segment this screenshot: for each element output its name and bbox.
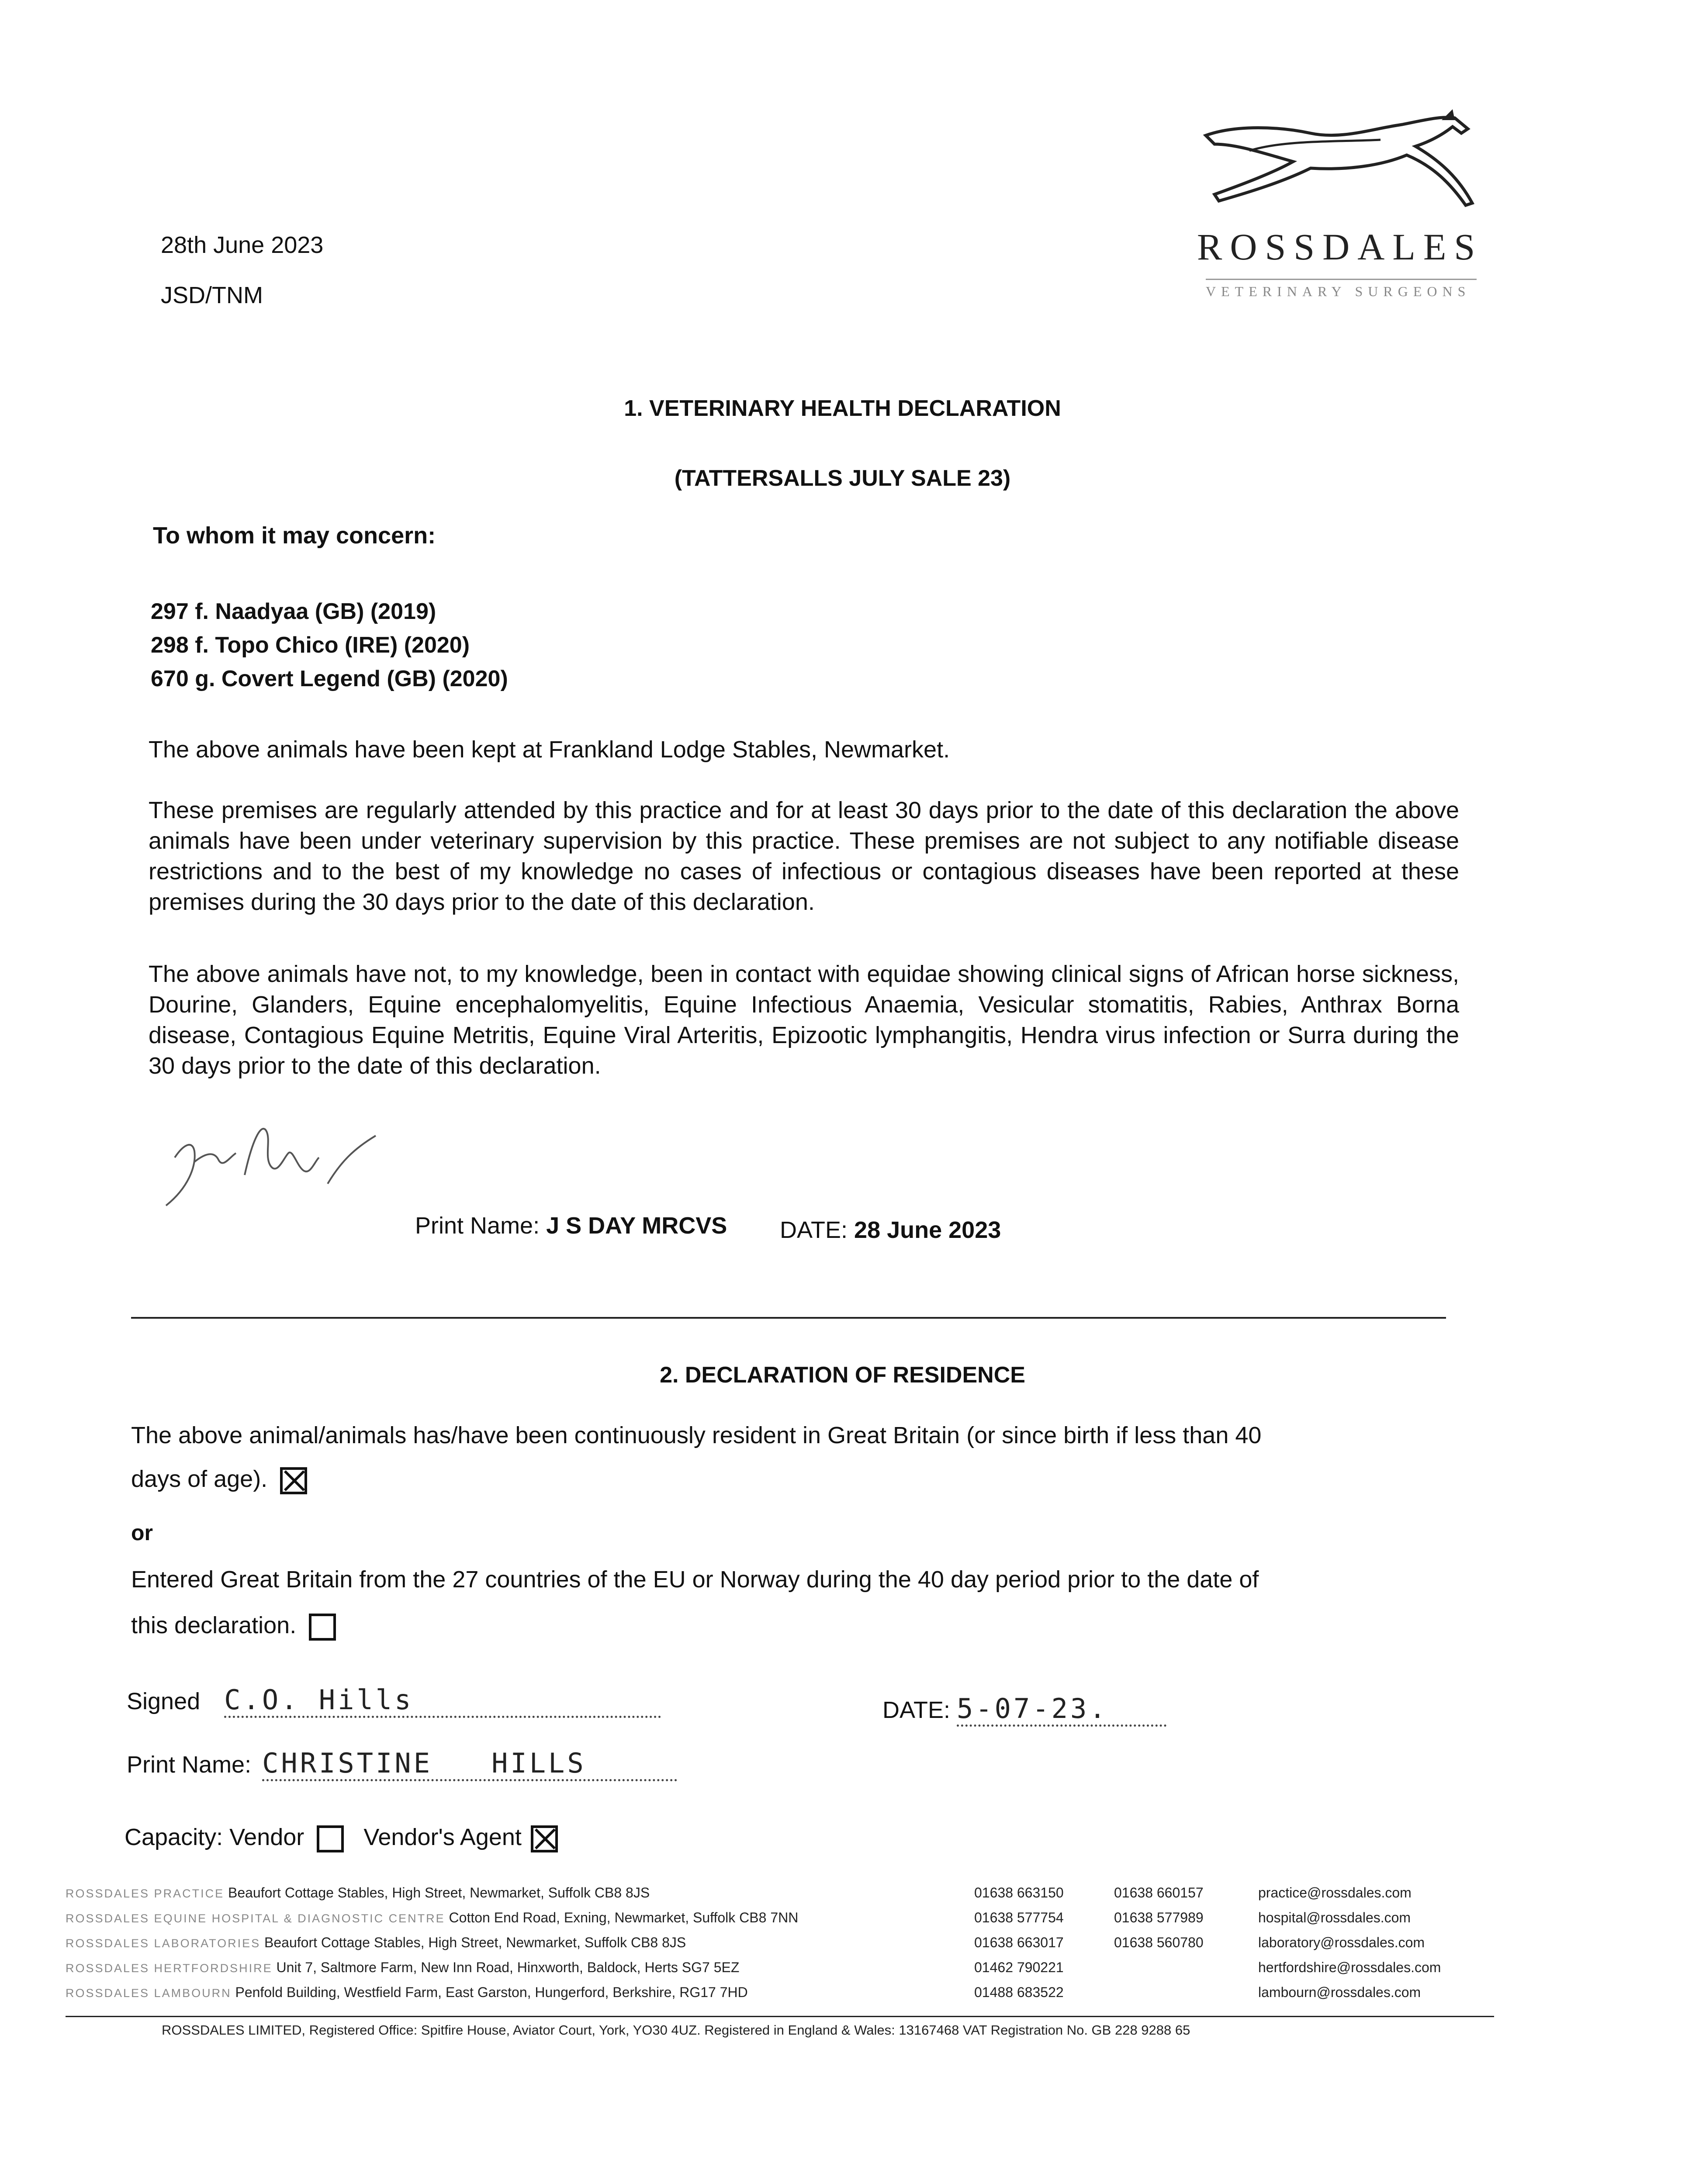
- signed-label: Signed: [127, 1688, 201, 1714]
- footer: [66, 1885, 1494, 2138]
- section1-title: 1. VETERINARY HEALTH DECLARATION: [624, 396, 1061, 421]
- premises-paragraph: The above animals have been kept at Frankland Lodge Stables, Newmarket.: [149, 736, 950, 763]
- section1-subtitle: (TATTERSALLS JULY SALE 23): [674, 466, 1011, 491]
- phone: 01638 663150: [974, 1885, 1064, 1901]
- vendor-print-name-field[interactable]: [262, 1747, 677, 1781]
- phone: 01638 663017: [974, 1935, 1064, 1950]
- email-link[interactable]: laboratory@rossdales.com: [1258, 1935, 1425, 1950]
- footer-address-row: ROSSDALES LABORATORIES Beaufort Cottage Stables, High Street, Newmarket, Suffolk CB8 8JS: [66, 1935, 686, 1950]
- residence-date-label: DATE:: [882, 1697, 951, 1723]
- email-link[interactable]: lambourn@rossdales.com: [1258, 1984, 1421, 2000]
- section-divider: [131, 1317, 1446, 1319]
- horse-entry: 298 f. Topo Chico (IRE) (2020): [151, 632, 470, 658]
- footer-address-row: ROSSDALES HERTFORDSHIRE Unit 7, Saltmore Farm, New Inn Road, Hinxworth, Baldock, Herts SG7 5EZ: [66, 1959, 740, 1975]
- vet-date: [780, 1216, 1001, 1244]
- phone: 01462 790221: [974, 1959, 1064, 1975]
- fax: 01638 577989: [1114, 1910, 1204, 1925]
- date-value: 28 June 2023: [854, 1217, 1001, 1243]
- supervision-paragraph: These premises are regularly attended by this practice and for at least 30 days prior to the date of this declaration the above animals have been under veterinary supervision by this practice. These premises are not subject to any notifiable disease restrictions and to the best of my knowledge no cases of infectious or contagious diseases have been reported at these premises during the 30 days prior to the date of this declaration.: [149, 797, 1459, 915]
- rossdales-logo: [1197, 109, 1485, 310]
- residence-option-line: The above animal/animals has/have been continuously resident in Great Britain (or since birth if less than 40: [131, 1422, 1262, 1448]
- letter-date: 28th June 2023: [161, 232, 324, 258]
- agent-label: Vendor's Agent: [363, 1824, 522, 1850]
- horse-entry: 297 f. Naadyaa (GB) (2019): [151, 599, 436, 624]
- email-link[interactable]: hertfordshire@rossdales.com: [1258, 1959, 1441, 1975]
- print-name-value: J S DAY MRCVS: [546, 1213, 727, 1239]
- disease-paragraph: The above animals have not, to my knowledge, been in contact with equidae showing clinical signs of African horse sickness, Dourine, Glanders, Equine encephalomyelitis, Equine Infectious Anaemia, Vesicular stomatitis, Rabies, Anthrax Borna disease, Contagious Equine Metritis, Equine Viral Arteritis, Epizootic lymphangitis, Hendra virus infection or Surra during the 30 days prior to the date of this declaration.: [149, 961, 1459, 1079]
- signature-scribble-icon: [157, 1109, 402, 1210]
- footer-addresses: [66, 1885, 961, 2009]
- checkbox-vendor[interactable]: [317, 1825, 344, 1852]
- vendor-label: Vendor: [229, 1824, 304, 1850]
- date-label: DATE:: [780, 1217, 848, 1243]
- vendor-first-name: CHRISTINE: [262, 1747, 433, 1779]
- footer-address-row: ROSSDALES PRACTICE Beaufort Cottage Stables, High Street, Newmarket, Suffolk CB8 8JS: [66, 1885, 650, 1901]
- footer-address-row: ROSSDALES LAMBOURN Penfold Building, Westfield Farm, East Garston, Hungerford, Berkshire, RG17 7HD: [66, 1984, 748, 2000]
- checkbox-continuously-resident[interactable]: [280, 1467, 307, 1494]
- checkbox-entered-gb[interactable]: [309, 1614, 336, 1641]
- residence-date-value: 5-07-23.: [957, 1693, 1108, 1724]
- email-link[interactable]: hospital@rossdales.com: [1258, 1910, 1411, 1925]
- capacity-row: [125, 1824, 558, 1852]
- fax: 01638 560780: [1114, 1935, 1204, 1950]
- residence-date-row: [882, 1693, 1166, 1727]
- vet-signature: [157, 1109, 402, 1210]
- residence-date-field[interactable]: [957, 1693, 1166, 1727]
- logo-name: ROSSDALES: [1197, 226, 1483, 268]
- registered-office: ROSSDALES LIMITED, Registered Office: Spitfire House, Aviator Court, York, YO30 4UZ. Registered in England & Wales: 13167468 VAT Registration No. GB 228 9288 65: [162, 2022, 1190, 2038]
- signed-value: C.O. Hills: [224, 1684, 414, 1716]
- vendor-print-name-label: Print Name:: [127, 1752, 252, 1778]
- phone: 01638 577754: [974, 1910, 1064, 1925]
- footer-faxes: [1114, 1885, 1245, 1959]
- salutation: To whom it may concern:: [153, 522, 436, 549]
- vet-print-name: [415, 1212, 727, 1239]
- residence-option-text: this declaration.: [131, 1612, 297, 1638]
- signed-field[interactable]: [224, 1684, 661, 1718]
- residence-option-continuously-resident: [131, 1465, 307, 1494]
- footer-emails: [1258, 1885, 1494, 2009]
- print-name-label: Print Name:: [415, 1213, 540, 1239]
- residence-option-text: days of age).: [131, 1466, 268, 1492]
- email-link[interactable]: practice@rossdales.com: [1258, 1885, 1412, 1901]
- residence-option-entered-gb: [131, 1612, 336, 1641]
- signed-row: [127, 1684, 661, 1718]
- residence-option-line: Entered Great Britain from the 27 countries of the EU or Norway during the 40 day period prior to the date of: [131, 1566, 1259, 1593]
- or-label: or: [131, 1521, 153, 1545]
- vendor-last-name: HILLS: [491, 1747, 586, 1779]
- footer-phones: [974, 1885, 1110, 2009]
- phone: 01488 683522: [974, 1984, 1064, 2000]
- vendor-print-name-row: [127, 1747, 677, 1781]
- letter-reference: JSD/TNM: [161, 282, 263, 308]
- horse-logo-icon: [1197, 109, 1477, 223]
- footer-divider: [66, 2016, 1494, 2017]
- fax: 01638 660157: [1114, 1885, 1204, 1901]
- checkbox-vendors-agent[interactable]: [531, 1825, 558, 1852]
- capacity-label: Capacity:: [125, 1824, 223, 1850]
- logo-subtitle: VETERINARY SURGEONS: [1206, 279, 1477, 300]
- footer-address-row: ROSSDALES EQUINE HOSPITAL & DIAGNOSTIC CENTRE Cotton End Road, Exning, Newmarket, Suffolk CB8 7NN: [66, 1910, 799, 1925]
- horse-entry: 670 g. Covert Legend (GB) (2020): [151, 666, 508, 691]
- section2-title: 2. DECLARATION OF RESIDENCE: [660, 1362, 1025, 1388]
